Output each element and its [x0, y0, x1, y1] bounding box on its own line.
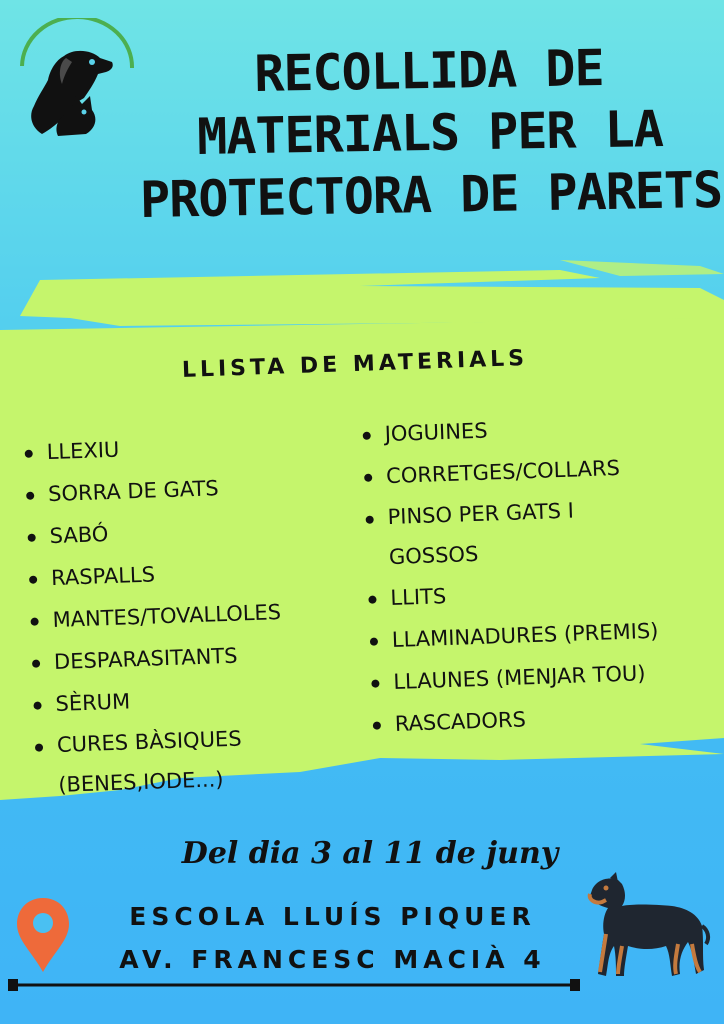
list-item: DESPARASITANTS [29, 633, 283, 684]
list-item-line: (BENES,IODE...) [57, 767, 224, 797]
list-item: RASPALLS [26, 549, 280, 600]
materials-list-right [360, 404, 662, 746]
list-item: MANTES/TOVALLOLES [28, 591, 282, 642]
event-dates: Del dia 3 al 11 de juny [181, 836, 559, 871]
list-item: LLAUNES (MENJAR TOU) [369, 652, 661, 704]
list-title: LLISTA DE MATERIALS [181, 345, 529, 384]
list-item: LLITS [366, 568, 658, 620]
list-item [32, 717, 287, 806]
list-item-line: CURES BÀSIQUES [56, 726, 242, 757]
list-item: RASCADORS [370, 694, 662, 746]
list-item: JOGUINES [360, 404, 652, 456]
list-item: SABÓ [25, 507, 279, 558]
list-item: LLAMINADURES (PREMIS) [367, 610, 659, 662]
materials-list-left [22, 423, 287, 806]
address-street: AV. FRANCESC MACIÀ 4 [119, 945, 546, 974]
list-item: SÈRUM [31, 675, 285, 726]
location-pin-icon [14, 896, 72, 974]
address-school: ESCOLA LLUÍS PIQUER [129, 902, 536, 931]
title-line: RECOLLIDA DE [253, 38, 605, 104]
underline-divider [8, 978, 580, 992]
rottweiler-dog-icon [582, 870, 712, 982]
list-item-line: GOSSOS [388, 541, 479, 570]
dog-cat-silhouette-icon [14, 18, 139, 143]
poster-title [133, 35, 724, 231]
list-item: CORRETGES/COLLARS [361, 446, 653, 498]
list-item [363, 488, 656, 578]
list-item-line: PINSO PER GATS I [387, 498, 575, 530]
title-line: PROTECTORA DE PARETS [139, 160, 723, 230]
title-line: MATERIALS PER LA [196, 99, 664, 167]
list-item: SORRA DE GATS [23, 465, 277, 516]
list-item: LLEXIU [22, 423, 276, 474]
